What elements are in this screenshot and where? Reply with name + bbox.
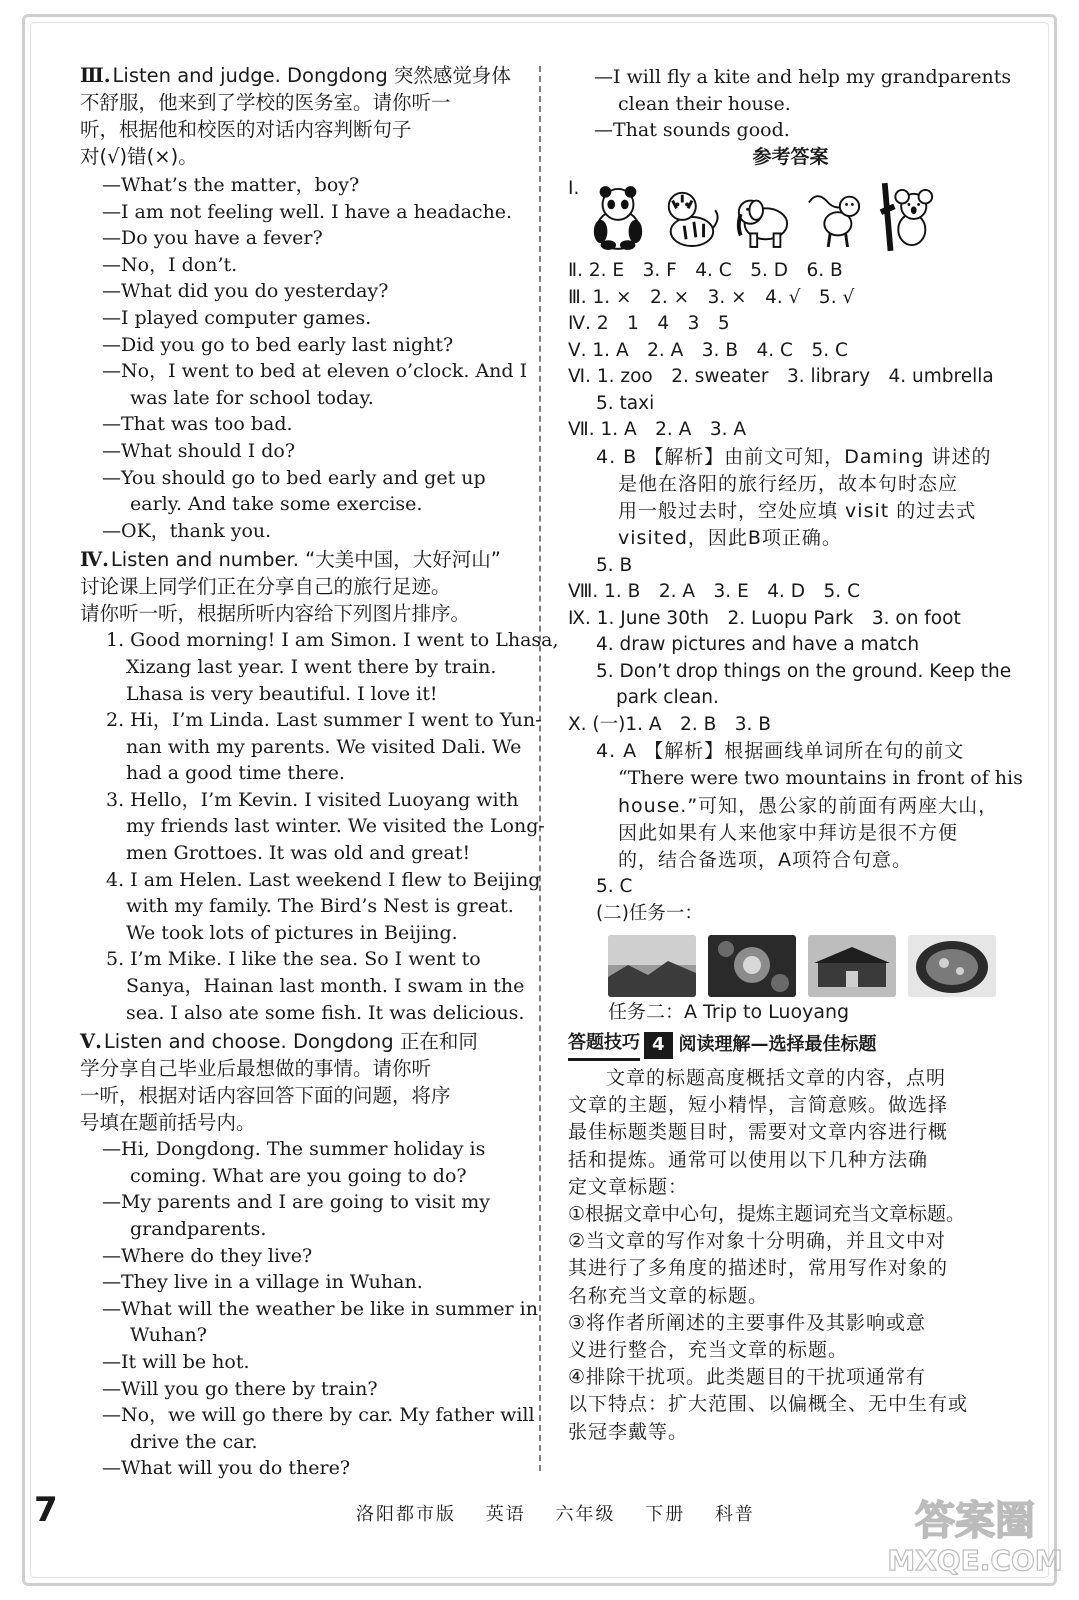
- section-3-heading: Ⅲ. Listen and judge. Dongdong 突然感觉身体 不舒服，他来到了学校的医务室。请你听一 听，根据他和校医的对话内容判断句子 对(√)错(×)。: [80, 64, 511, 168]
- footer-edition: 洛阳都市版: [356, 1504, 456, 1525]
- list-item: 4. I am Helen. Last weekend I flew to Beijing with my family. The Bird’s Nest is great. We took lots of pictures in Beijing.: [106, 868, 541, 944]
- answer-2: Ⅱ. 2. E 3. F 4. C 5. D 6. B: [568, 260, 843, 282]
- tips-label: 答题技巧: [568, 1030, 640, 1061]
- footer-volume: 下册: [645, 1504, 686, 1525]
- answer-1-label: Ⅰ.: [568, 178, 580, 200]
- tips-body: 文章的标题高度概括文章的内容，点明 文章的主题，短小精悍，言简意赅。做选择 最佳标题类题目时，需要对文章内容进行概 括和提炼。通常可以使用以下几种方法确 定文章标题： ①根据文章中心句，提炼主题词充当文章标题。 ②当文章的写作对象十分明确，并且文中对 其进行了多角度的描述时，常用写作对象的 名称充当文章的标题。 ③将作者所阐述的主要事件及其影响或意 义进行整合，充当文章的标题。 ④排除干扰项。此类题目的干扰项通常有 以下特点：扩大范围、以偏概全、无中生有或 张冠李戴等。: [568, 1067, 969, 1443]
- task-1-photos: [608, 935, 1013, 997]
- flower-photo: [708, 935, 796, 997]
- answer-7-analysis: 4. B 【解析】由前文可知，Daming 讲述的 是他在洛阳的旅行经历，故本句时态应 用一般过去时，空处应填 visit 的过去式 visited，因此B项正确。: [596, 445, 992, 550]
- tips-number: 4: [644, 1032, 673, 1059]
- elephant-icon: [733, 182, 791, 252]
- left-column: [80, 62, 559, 1482]
- answer-7: Ⅶ. 1. A 2. A 3. A: [568, 419, 747, 441]
- answer-10-5: 5. C: [596, 876, 633, 898]
- koala-icon: [877, 182, 935, 252]
- answer-9-5-cont: park clean.: [616, 687, 719, 709]
- answer-10: Ⅹ. (一)1. A 2. B 3. B: [568, 713, 772, 735]
- answer-6: Ⅵ. 1. zoo 2. sweater 3. library 4. umbrella: [568, 366, 994, 388]
- task-1-label: (二)任务一：: [596, 902, 703, 924]
- animal-pictures: [589, 174, 935, 252]
- answer-9-4: 4. draw pictures and have a match: [596, 634, 920, 656]
- footer-info: [356, 1500, 777, 1526]
- answer-6-cont: 5. taxi: [596, 392, 655, 414]
- section-4-heading: Ⅳ. Listen and number. “大美中国，大好河山” 讨论课上同学们正在分享自己的旅行足迹。 请你听一听，根据所听内容给下列图片排序。: [80, 548, 501, 626]
- panda-icon: [589, 182, 647, 252]
- footer-publisher: 科普: [714, 1504, 755, 1525]
- svg-text:答案圈: 答案圈: [915, 1498, 1035, 1544]
- page-footer: [0, 1490, 1079, 1577]
- answer-3: Ⅲ. 1. × 2. × 3. × 4. √ 5. √: [568, 286, 855, 308]
- section-4-items: [80, 627, 559, 1026]
- landscape-photo: [608, 935, 696, 997]
- building-photo: [808, 935, 896, 997]
- answer-9-5: 5. Don’t drop things on the ground. Keep the: [596, 660, 1012, 682]
- tiger-icon: [661, 182, 719, 252]
- column-divider: [539, 66, 541, 1471]
- monkey-icon: [805, 182, 863, 252]
- list-item: 5. I’m Mike. I like the sea. So I went to Sanya，Hainan last month. I swam in the sea. I also ate some fish. It was delicious.: [106, 948, 525, 1024]
- section-3-dialog: —What’s the matter，boy? —I am not feeling well. I have a headache. —Do you have a fever? —No，I don’t. —What did you do yesterday? —I played computer games. —Did you go to bed early last night? —No，I went to bed at eleven o’clock. And I was late for school today. —That was too bad. —What should I do? —You should go to bed early and get up early. And take some exercise. —OK，thank you.: [102, 174, 528, 542]
- answers-title: 参考答案: [752, 145, 829, 168]
- dialog-continuation: —I will fly a kite and help my grandparents clean their house. —That sounds good.: [594, 66, 1012, 142]
- section-5-dialog: —Hi, Dongdong. The summer holiday is coming. What are you going to do? —My parents and I are going to visit my grandparents. —Where do they live? —They live in a village in Wuhan. —What will the weather be like in summer in Wuhan? —It will be hot. —Will you go there by train? —No，we will go there by car. My father will drive the car. —What will you do there?: [102, 1138, 538, 1480]
- answer-10-analysis: 4. A 【解析】根据画线单词所在句的前文 “There were two mountains in front of his house.”可知，愚公家的前面有两座大山， 因此如果有人来他家中拜访是很不方便 的，结合备选项，A项符合句意。: [596, 740, 1023, 871]
- list-item: 3. Hello，I’m Kevin. I visited Luoyang with my friends last winter. We visited the Long- men Grottoes. It was old and great!: [106, 788, 545, 865]
- answer-9: Ⅸ. 1. June 30th 2. Luopu Park 3. on foot: [568, 607, 961, 629]
- answer-7-5: 5. B: [596, 554, 633, 576]
- answer-1: [568, 170, 1013, 258]
- tips-title: 阅读理解—选择最佳标题: [678, 1034, 877, 1056]
- list-item: 1. Good morning! I am Simon. I went to Lhasa, Xizang last year. I went there by train. Lhasa is very beautiful. I love it!: [106, 629, 559, 705]
- food-photo: [908, 935, 996, 997]
- footer-subject: 英语: [485, 1504, 526, 1525]
- answer-5: Ⅴ. 1. A 2. A 3. B 4. C 5. C: [568, 339, 848, 361]
- footer-grade: 六年级: [555, 1504, 616, 1525]
- list-item: 2. Hi，I’m Linda. Last summer I went to Yun- nan with my parents. We visited Dali. We had a good time there.: [106, 709, 542, 785]
- task-2: 任务二：A Trip to Luoyang: [608, 1001, 850, 1024]
- answer-8: Ⅷ. 1. B 2. A 3. E 4. D 5. C: [568, 581, 860, 603]
- page-number: 7: [34, 1490, 58, 1530]
- watermark-logo: [880, 1490, 1070, 1580]
- svg-text:MXQE.COM: MXQE.COM: [887, 1544, 1063, 1577]
- section-5-heading: Ⅴ. Listen and choose. Dongdong 正在和同 学分享自己毕业后最想做的事情。请你听 一听，根据对话内容回答下面的问题，将序 号填在题前括号内。: [80, 1030, 478, 1135]
- tips-header: [568, 1030, 1013, 1061]
- answer-4: Ⅳ. 2 1 4 3 5: [568, 313, 730, 335]
- right-column: [568, 64, 1023, 1446]
